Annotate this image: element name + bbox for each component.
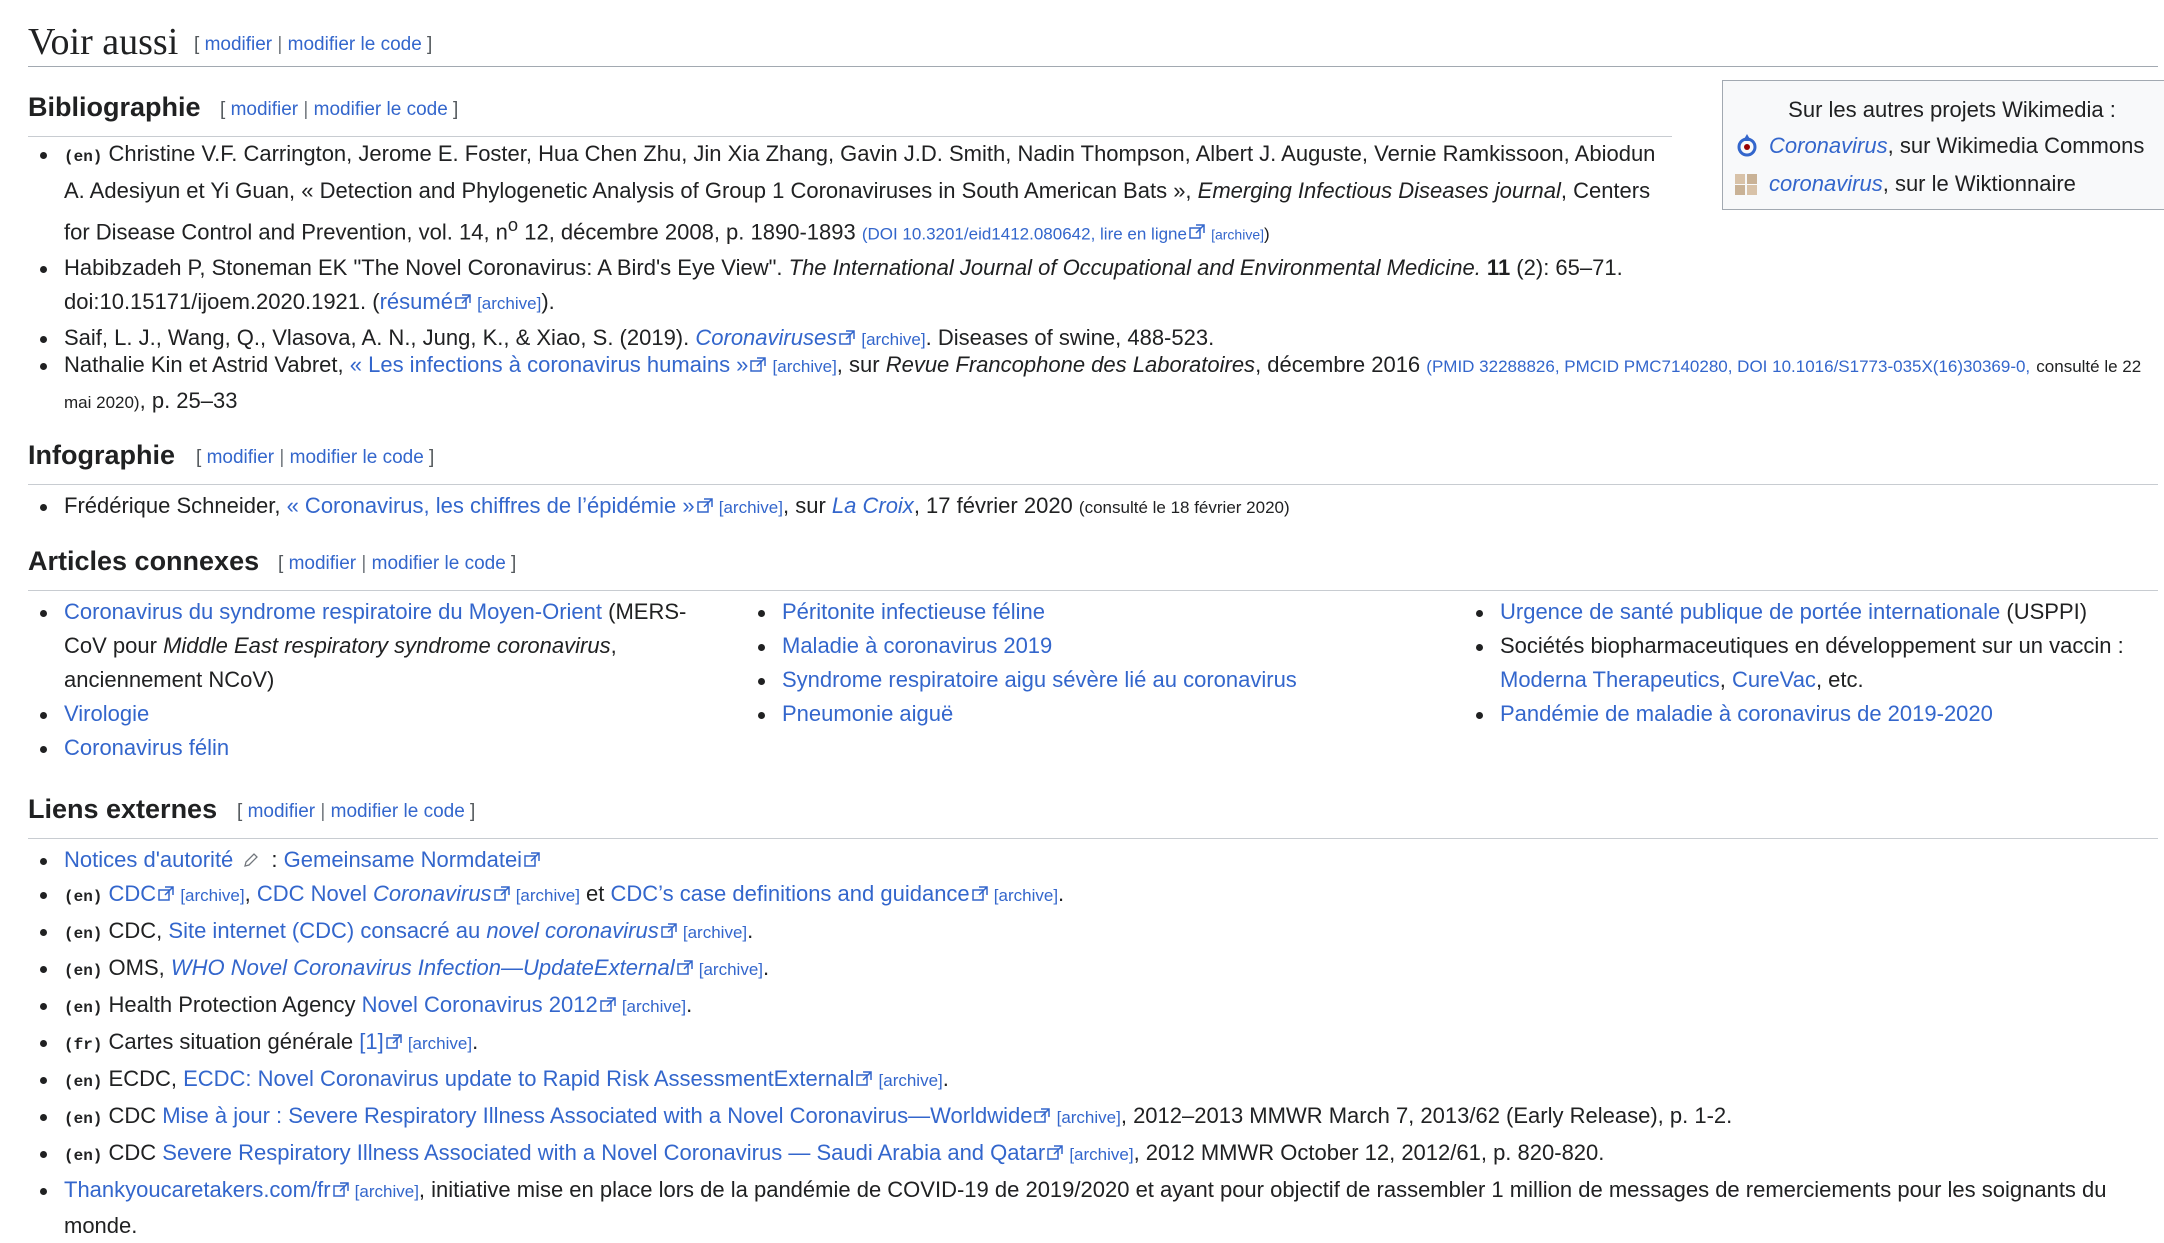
archive-link[interactable]: [archive] bbox=[180, 886, 245, 905]
list-item bbox=[746, 697, 1426, 731]
commons-link[interactable]: Coronavirus bbox=[1769, 133, 1888, 158]
item-text: (USPPI) bbox=[2000, 599, 2088, 624]
cdc-mmwr-worldwide-link[interactable]: Mise à jour : Severe Respiratory Illness Associated with a Novel Coronavirus—Worldwide bbox=[162, 1103, 1033, 1128]
commons-text: , sur Wikimedia Commons bbox=[1887, 133, 2145, 158]
language-tag: (en) bbox=[64, 999, 103, 1017]
archive-link[interactable]: [archive] bbox=[407, 1034, 473, 1053]
journal-name: Emerging Infectious Diseases journal bbox=[1197, 178, 1561, 203]
list-item bbox=[28, 1173, 2153, 1243]
archive-link[interactable]: [archive] bbox=[1069, 1145, 1134, 1164]
sister-projects-box bbox=[1722, 80, 2164, 210]
article-link[interactable]: « Les infections à coronavirus humains » bbox=[349, 352, 749, 377]
language-tag: (en) bbox=[64, 148, 103, 166]
item-text: . bbox=[763, 955, 770, 980]
language-tag: (en) bbox=[64, 1073, 103, 1091]
archive-link[interactable]: [archive] bbox=[1056, 1108, 1121, 1127]
list-item bbox=[746, 595, 1426, 629]
thankyoucaretakers-link[interactable]: Thankyoucaretakers.com/fr bbox=[64, 1177, 331, 1202]
item-text: ECDC, bbox=[102, 1066, 184, 1091]
citation-text: Habibzadeh P, Stoneman EK "The Novel Coronavirus: A Bird's Eye View". bbox=[64, 255, 789, 281]
who-link[interactable]: WHO Novel Coronavirus Infection—UpdateExternal bbox=[170, 955, 675, 980]
list-item bbox=[28, 595, 708, 697]
citation-text: Nathalie Kin et Astrid Vabret, bbox=[64, 352, 350, 377]
list-item bbox=[28, 877, 2153, 914]
archive-link[interactable]: [archive] bbox=[772, 357, 837, 376]
citation-text: , Centers for Disease Control and Prevention, vol. 14, n bbox=[64, 178, 1651, 245]
list-item bbox=[28, 697, 708, 731]
item-text: Cartes situation générale bbox=[102, 1029, 360, 1054]
coronavirus-felin-link[interactable]: Coronavirus félin bbox=[64, 735, 230, 760]
related-column-1 bbox=[28, 595, 708, 765]
item-text: . bbox=[686, 992, 693, 1017]
sras-link[interactable]: Syndrome respiratoire aigu sévère lié au coronavirus bbox=[782, 667, 1297, 692]
heading-title: Voir aussi bbox=[28, 21, 179, 63]
language-tag: (en) bbox=[64, 1147, 103, 1165]
item-text: Middle East respiratory syndrome coronavirus bbox=[163, 633, 611, 658]
cdc-case-definitions-link[interactable]: CDC’s case definitions and guidance bbox=[610, 881, 970, 906]
section-heading-articles-connexes bbox=[28, 546, 2158, 591]
archive-link[interactable]: [archive] bbox=[621, 997, 687, 1016]
item-text: , bbox=[244, 881, 257, 906]
language-tag: (en) bbox=[64, 888, 103, 906]
citation-text: , sur bbox=[836, 352, 886, 377]
authority-link[interactable]: Notices d'autorité bbox=[64, 847, 234, 872]
edit-link[interactable]: modifier bbox=[288, 553, 357, 574]
list-item bbox=[1464, 595, 2154, 629]
infographic-link[interactable]: « Coronavirus, les chiffres de l’épidémie » bbox=[286, 493, 695, 518]
la-croix-link[interactable]: La Croix bbox=[831, 493, 914, 518]
item-text: Health Protection Agency bbox=[102, 992, 362, 1017]
volume: 11 bbox=[1480, 255, 1511, 281]
list-item bbox=[28, 348, 2153, 420]
link-text: novel coronavirus bbox=[486, 918, 659, 943]
citation-text: . Diseases of swine, 488-523. bbox=[925, 325, 1215, 351]
external-link-icon bbox=[600, 997, 616, 1013]
citation-text: , décembre 2016 bbox=[1255, 352, 1427, 377]
external-link-icon bbox=[839, 330, 855, 346]
list-item bbox=[1464, 629, 2154, 697]
item-text: , bbox=[1719, 667, 1732, 692]
archive-link[interactable]: [archive] bbox=[682, 923, 748, 942]
item-text: Sociétés biopharmaceutiques en développement sur un vaccin : bbox=[1500, 633, 2124, 658]
edit-code-link[interactable]: modifier le code bbox=[289, 447, 424, 468]
list-item bbox=[28, 843, 2153, 877]
archive-link[interactable]: [archive] bbox=[718, 498, 783, 517]
heading-title: Infographie bbox=[28, 440, 175, 470]
language-tag: (en) bbox=[64, 962, 103, 980]
journal-name: Revue Francophone des Laboratoires bbox=[885, 352, 1256, 377]
external-link-icon bbox=[455, 294, 471, 310]
list-item bbox=[28, 914, 2153, 951]
item-text: CDC bbox=[102, 1140, 163, 1165]
archive-link[interactable]: [archive] bbox=[1211, 226, 1264, 243]
archive-link[interactable]: [archive] bbox=[515, 886, 580, 905]
item-text: et bbox=[579, 881, 611, 906]
mers-link[interactable]: Coronavirus du syndrome respiratoire du Moyen-Orient bbox=[64, 599, 603, 624]
edit-links: [ modifier | modifier le code ] bbox=[278, 553, 517, 574]
edit-link[interactable]: modifier bbox=[204, 34, 273, 55]
edit-links: [ modifier | modifier le code ] bbox=[237, 801, 476, 822]
archive-link[interactable]: [archive] bbox=[993, 886, 1059, 905]
item-text: : bbox=[265, 847, 284, 872]
link-text: Site internet (CDC) consacré au bbox=[168, 918, 487, 943]
sister-item-wiktionary bbox=[1733, 169, 2164, 199]
pneumonie-link[interactable]: Pneumonie aiguë bbox=[782, 701, 954, 726]
consulted-date: consulté le 22 mai 2020) bbox=[64, 357, 2142, 412]
link-text: Coronavirus bbox=[372, 881, 492, 906]
list-item bbox=[28, 489, 2153, 525]
list-item bbox=[746, 663, 1426, 697]
cartes-link[interactable]: [1] bbox=[359, 1029, 384, 1054]
external-link-icon bbox=[697, 498, 713, 514]
peritonite-link[interactable]: Péritonite infectieuse féline bbox=[782, 599, 1045, 624]
cdc-novel-link[interactable] bbox=[257, 881, 492, 906]
item-text: OMS, bbox=[102, 955, 171, 980]
identifiers-link[interactable]: (PMID 32288826, PMCID PMC7140280, DOI 10.1016/S1773-035X(16)30369-0, bbox=[1426, 357, 2031, 376]
item-text: CDC, bbox=[102, 918, 169, 943]
external-link-icon bbox=[750, 357, 766, 373]
coronaviruses-link[interactable]: Coronaviruses bbox=[695, 325, 838, 351]
wiktionary-text: , sur le Wiktionnaire bbox=[1882, 171, 2076, 196]
edit-links: [ modifier | modifier le code ] bbox=[196, 447, 435, 468]
archive-link[interactable]: [archive] bbox=[354, 1182, 419, 1201]
heading-title: Bibliographie bbox=[28, 92, 201, 122]
item-text: , 2012–2013 MMWR March 7, 2013/62 (Early Release), p. 1-2. bbox=[1120, 1103, 1733, 1128]
wiktionary-icon bbox=[1733, 170, 1761, 198]
hpa-link[interactable]: Novel Coronavirus 2012 bbox=[361, 992, 598, 1017]
edit-link[interactable]: modifier bbox=[247, 801, 316, 822]
item-text: . bbox=[1058, 881, 1065, 906]
list-item bbox=[746, 629, 1426, 663]
superscript: o bbox=[507, 214, 519, 235]
abstract-link[interactable]: résumé bbox=[379, 289, 453, 315]
citation-text: Saif, L. J., Wang, Q., Vlasova, A. N., Jung, K., & Xiao, S. (2019). bbox=[64, 325, 696, 351]
gnd-link[interactable]: Gemeinsame Normdatei bbox=[283, 847, 523, 872]
external-link-icon bbox=[1189, 224, 1205, 240]
citation-text: , 17 février 2020 bbox=[913, 493, 1079, 518]
citation-text: ) bbox=[1264, 224, 1270, 244]
link-text: CDC Novel bbox=[256, 881, 373, 906]
cdc-site-link[interactable] bbox=[168, 918, 658, 943]
list-item bbox=[28, 951, 2153, 988]
external-link-icon bbox=[677, 960, 693, 976]
cdc-link[interactable]: CDC bbox=[108, 881, 157, 906]
virologie-link[interactable]: Virologie bbox=[64, 701, 150, 726]
external-link-icon bbox=[333, 1182, 349, 1198]
external-link-icon bbox=[158, 886, 174, 902]
sister-projects-title: Sur les autres projets Wikimedia : bbox=[1788, 97, 2116, 122]
list-item bbox=[28, 1136, 2153, 1173]
citation-text: Christine V.F. Carrington, Jerome E. Foster, Hua Chen Zhu, Jin Xia Zhang, Gavin J.D. Smith, Nadin Thompson, Albert J. Auguste, Vernie Ramkissoon, Abiodun A. Adesiyun et Yi Guan, « Detection and Phylogenetic Analysis of Group 1 Coronaviruses in South American Bats », bbox=[64, 141, 1656, 203]
edit-code-link[interactable]: modifier le code bbox=[371, 553, 506, 574]
archive-link[interactable]: [archive] bbox=[861, 330, 926, 350]
ecdc-link[interactable]: ECDC: Novel Coronavirus update to Rapid Risk AssessmentExternal bbox=[183, 1066, 855, 1091]
language-tag: (en) bbox=[64, 925, 103, 943]
section-heading-infographie bbox=[28, 440, 2158, 485]
edit-code-link[interactable]: modifier le code bbox=[313, 99, 448, 120]
edit-code-link[interactable]: modifier le code bbox=[330, 801, 465, 822]
language-tag: (fr) bbox=[64, 1036, 103, 1054]
doi-link[interactable]: (DOI 10.3201/eid1412.080642, lire en ligne bbox=[861, 224, 1187, 244]
edit-link[interactable]: modifier bbox=[230, 99, 299, 120]
external-link-icon bbox=[972, 886, 988, 902]
bibliography-list bbox=[28, 137, 1658, 357]
external-link-icon bbox=[856, 1071, 872, 1087]
related-column-2 bbox=[746, 595, 1426, 731]
wikimedia-commons-icon bbox=[1733, 132, 1761, 160]
list-item bbox=[28, 1062, 2153, 1099]
cdc-mmwr-saudi-link[interactable]: Severe Respiratory Illness Associated with a Novel Coronavirus — Saudi Arabia and Qatar bbox=[162, 1140, 1046, 1165]
external-link-icon bbox=[1047, 1145, 1063, 1161]
external-link-icon bbox=[386, 1034, 402, 1050]
external-link-icon bbox=[524, 852, 540, 868]
edit-links: [ modifier | modifier le code ] bbox=[194, 34, 433, 55]
external-links-list bbox=[28, 843, 2153, 1243]
item-text: , 2012 MMWR October 12, 2012/61, p. 820-820. bbox=[1133, 1140, 1605, 1165]
item-text: (MERS-CoV pour bbox=[64, 599, 687, 658]
heading-title: Liens externes bbox=[28, 794, 218, 824]
list-item bbox=[28, 988, 2153, 1025]
wiktionary-link[interactable]: coronavirus bbox=[1769, 171, 1883, 196]
edit-links: [ modifier | modifier le code ] bbox=[220, 99, 459, 120]
section-heading-voir-aussi bbox=[28, 18, 2158, 67]
journal-name: The International Journal of Occupational and Environmental Medicine. bbox=[788, 255, 1481, 281]
citation-text: , sur bbox=[782, 493, 832, 518]
archive-link[interactable]: [archive] bbox=[878, 1071, 943, 1090]
related-column-3 bbox=[1464, 595, 2154, 731]
external-link-icon bbox=[661, 923, 677, 939]
archive-link[interactable]: [archive] bbox=[477, 294, 542, 314]
section-heading-liens-externes bbox=[28, 794, 2158, 839]
item-text: , etc. bbox=[1815, 667, 1864, 692]
curevac-link[interactable]: CureVac bbox=[1731, 667, 1816, 692]
section-heading-bibliographie bbox=[28, 92, 1672, 137]
moderna-link[interactable]: Moderna Therapeutics bbox=[1500, 667, 1720, 692]
external-link-icon bbox=[494, 886, 510, 902]
language-tag: (en) bbox=[64, 1110, 103, 1128]
item-text: CDC bbox=[102, 1103, 163, 1128]
list-item bbox=[28, 731, 708, 765]
citation-text: (2): 65–71. doi:10.15171/ijoem.2020.1921. ( bbox=[64, 255, 1623, 315]
edit-code-link[interactable]: modifier le code bbox=[287, 34, 422, 55]
item-text: . bbox=[942, 1066, 949, 1091]
bibliography-list-cont bbox=[28, 348, 2153, 420]
item-text: . bbox=[472, 1029, 479, 1054]
usppi-link[interactable]: Urgence de santé publique de portée internationale bbox=[1500, 599, 2001, 624]
list-item bbox=[28, 137, 1658, 251]
archive-link[interactable]: [archive] bbox=[698, 960, 763, 979]
citation-text: , p. 25–33 bbox=[139, 388, 238, 413]
citation-text: 12, décembre 2008, p. 1890-1893 bbox=[518, 219, 862, 245]
pandemie-link[interactable]: Pandémie de maladie à coronavirus de 2019-2020 bbox=[1500, 701, 1993, 726]
item-text: , initiative mise en place lors de la pandémie de COVID-19 de 2019/2020 et ayant pour objectif de rassembler 1 million de messages de remerciements pour les soignants du monde. bbox=[64, 1177, 2107, 1238]
edit-link[interactable]: modifier bbox=[206, 447, 275, 468]
item-text: . bbox=[747, 918, 754, 943]
sister-item-commons bbox=[1733, 131, 2164, 161]
list-item bbox=[28, 1099, 2153, 1136]
list-item bbox=[28, 251, 1658, 321]
citation-text: Frédérique Schneider, bbox=[64, 493, 287, 518]
heading-title: Articles connexes bbox=[28, 546, 260, 576]
item-text: , anciennement NCoV) bbox=[64, 633, 617, 692]
infographie-list bbox=[28, 489, 2153, 525]
external-link-icon bbox=[1034, 1108, 1050, 1124]
citation-text: ). bbox=[541, 289, 555, 315]
list-item bbox=[1464, 697, 2154, 731]
maladie-2019-link[interactable]: Maladie à coronavirus 2019 bbox=[782, 633, 1053, 658]
pencil-icon[interactable] bbox=[243, 844, 259, 860]
list-item bbox=[28, 1025, 2153, 1062]
consulted-date: (consulté le 18 février 2020) bbox=[1078, 498, 1290, 517]
